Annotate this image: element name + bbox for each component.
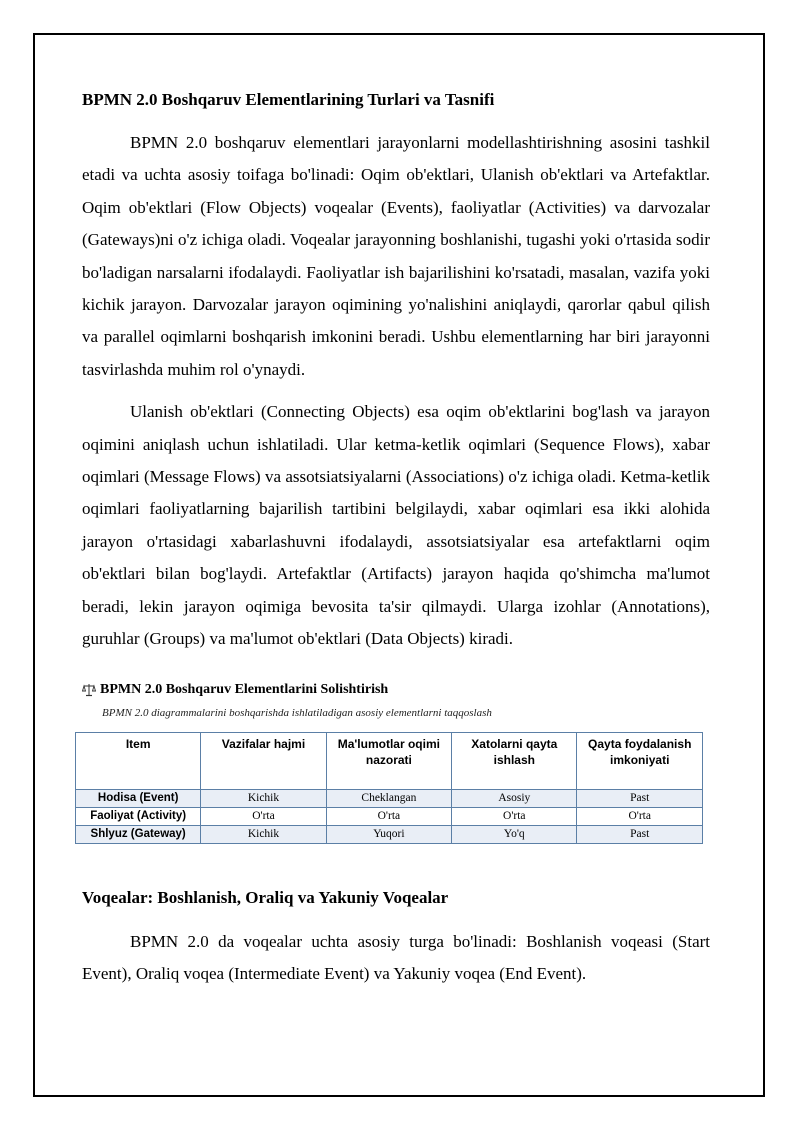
column-header: Vazifalar hajmi [201,732,326,789]
table-cell: O'rta [201,807,326,825]
table-cell: Kichik [201,825,326,843]
section-heading: Voqealar: Boshlanish, Oraliq va Yakuniy Voqealar [82,887,449,907]
section-heading: BPMN 2.0 Boshqaruv Elementlarining Turlari va Tasnifi [82,90,495,109]
body-paragraph: Ulanish ob'ektlari (Connecting Objects) esa oqim ob'ektlarini bog'lash va jarayon oqimini aniqlash uchun ishlatiladi. Ular ketma-ketlik oqimlari (Sequence Flows), xabar oqimlari (Message Flows) va assotsiatsiyalarni (Associations) o'z ichiga oladi. Ketma-ketlik oqimlari faoliyatlarning bajarilish tartibini belgilaydi, xabar oqimlari esa ikki alohida jarayon o'rtasidagi xabarlashuvni ifodalaydi, assotsiatsiyalar esa artefaktlarni oqim ob'ektlari bilan bog'laydi. Artefaktlar (Artifacts) jarayon haqida qo'shimcha ma'lumot beradi, lekin jarayon oqimiga bevosita ta'sir qilmaydi. Ularga izohlar (Annotations), guruhlar (Groups) va ma'lumot ob'ektlari (Data Objects) kiradi. [82,402,710,649]
row-label: Shlyuz (Gateway) [76,825,201,843]
column-header: Xatolarni qayta ishlash [452,732,577,789]
comparison-table-block [82,680,710,844]
row-label: Faoliyat (Activity) [76,807,201,825]
table-cell: Asosiy [452,789,577,807]
table-cell: Kichik [201,789,326,807]
table-row [76,825,703,843]
column-header: Ma'lumotlar oqimi nazorati [326,732,452,789]
body-paragraph: BPMN 2.0 boshqaruv elementlari jarayonlarni modellashtirishning asosini tashkil etadi va uchta asosiy toifaga bo'linadi: Oqim ob'ektlari, Ulanish ob'ektlari va Artefaktlar. Oqim ob'ektlari (Flow Objects) voqealar (Events), faoliyatlar (Activities) va darvozalar (Gateways)ni o'z ichiga oladi. Voqealar jarayonning boshlanishi, tugashi yoki o'rtasida sodir bo'ladigan narsalarni ifodalaydi. Faoliyatlar ish bajarilishini ko'rsatadi, masalan, vazifa yoki kichik jarayon. Darvozalar jarayon oqimining yo'nalishini aniqlaydi, qarorlar qabul qilish va parallel oqimlarni boshqarish imkonini beradi. Ushbu elementlarning har biri jarayonni tasvirlashda muhim rol o'ynaydi. [82,133,710,379]
table-row [76,789,703,807]
column-header: Item [76,732,201,789]
table-cell: Past [577,825,703,843]
table-cell: Yuqori [326,825,452,843]
table-title-row [82,680,710,700]
table-cell: O'rta [452,807,577,825]
body-paragraph: BPMN 2.0 da voqealar uchta asosiy turga bo'linadi: Boshlanish voqeasi (Start Event), Oraliq voqea (Intermediate Event) va Yakuniy voqea (End Event). [82,931,710,983]
table-cell: Cheklangan [326,789,452,807]
table-cell: O'rta [326,807,452,825]
row-label: Hodisa (Event) [76,789,201,807]
table-subtitle: BPMN 2.0 diagrammalarini boshqarishda ishlatiladigan asosiy elementlarni taqqoslash [102,706,492,719]
table-cell: Past [577,789,703,807]
table-row [76,807,703,825]
scales-icon [82,683,96,697]
document-content [82,84,710,990]
table-header-row [76,732,703,789]
column-header: Qayta foydalanish imkoniyati [577,732,703,789]
table-title: BPMN 2.0 Boshqaruv Elementlarini Solishtirish [100,681,389,697]
table-cell: O'rta [577,807,703,825]
table-cell: Yo'q [452,825,577,843]
comparison-table [75,732,703,844]
